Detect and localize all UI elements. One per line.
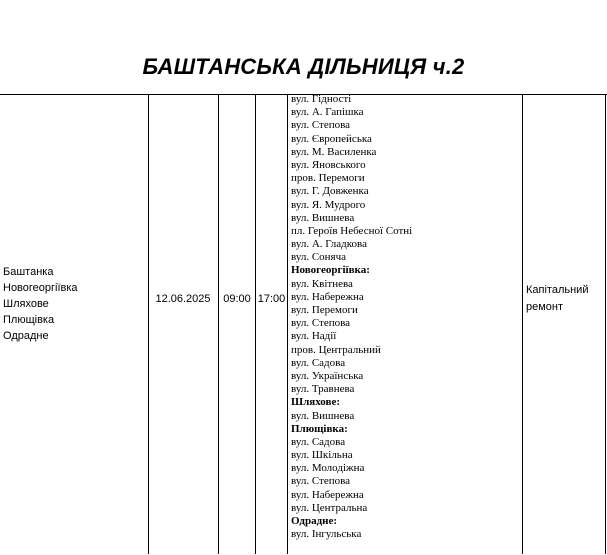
street-name: вул. Вишнева	[291, 211, 355, 224]
street-name: вул. Українська	[291, 369, 364, 382]
street-name: вул. Квітнева	[291, 277, 353, 290]
street-name: вул. А. Гапішка	[291, 106, 364, 119]
street-name: вул. Молодіжна	[291, 462, 365, 475]
street-name: пл. Героїв Небесної Сотні	[291, 224, 413, 237]
street-name: вул. Вишнева	[291, 409, 355, 422]
date-cell: 12.06.2025	[155, 293, 211, 305]
street-name: вул. Г. Довженка	[291, 185, 369, 198]
localities-cell	[3, 264, 143, 344]
street-name: вул. Яновського	[291, 158, 366, 171]
locality-name: Одрадне	[3, 330, 49, 342]
street-name: вул. Я. Мудрого	[291, 198, 366, 211]
street-name: вул. Набережна	[291, 488, 364, 501]
work-type-line: ремонт	[526, 301, 564, 313]
locality-name: Шляхове	[3, 298, 49, 310]
street-name: вул. Центральна	[291, 501, 368, 514]
street-name: вул. Надії	[291, 330, 337, 343]
locality-heading: Плющівка:	[291, 422, 348, 435]
street-name: пров. Центральний	[291, 343, 381, 356]
work-type-cell	[526, 282, 604, 316]
street-name: вул. Травнева	[291, 383, 355, 396]
column-divider	[255, 94, 256, 554]
street-name: вул. Перемоги	[291, 304, 358, 316]
streets-cell	[291, 93, 523, 541]
street-name: пров. Перемоги	[291, 172, 365, 185]
street-name: вул. Степова	[291, 119, 351, 132]
locality-heading: Одрадне:	[291, 515, 338, 527]
street-name: вул. М. Василенка	[291, 145, 377, 158]
column-divider	[287, 94, 288, 554]
work-type-line: Капітальний	[526, 284, 589, 296]
start-time-cell: 09:00	[223, 293, 251, 305]
column-divider	[218, 94, 219, 554]
locality-name: Баштанка	[3, 266, 54, 278]
street-name: вул. Садова	[291, 356, 346, 369]
street-name: вул. Набережна	[291, 290, 364, 303]
street-name: вул. А. Гладкова	[291, 238, 367, 251]
street-name: вул. Степова	[291, 317, 351, 330]
locality-name: Новогеоргіївка	[3, 282, 78, 294]
locality-heading: Новогеоргіївка:	[291, 264, 370, 277]
locality-heading: Шляхове:	[291, 396, 340, 409]
street-name: вул. Соняча	[291, 251, 347, 264]
locality-name: Плющівка	[3, 314, 55, 326]
street-name: вул. Степова	[291, 475, 351, 488]
street-name: вул. Інгульська	[291, 528, 362, 541]
page-title: БАШТАНСЬКА ДІЛЬНИЦЯ ч.2	[142, 54, 465, 79]
street-name: вул. Гідності	[291, 93, 352, 105]
street-name: вул. Садова	[291, 435, 346, 448]
end-time-cell: 17:00	[257, 293, 286, 305]
column-divider	[605, 94, 606, 554]
street-name: вул. Шкільна	[291, 449, 353, 462]
column-divider	[148, 94, 149, 554]
street-name: вул. Європейська	[291, 132, 372, 145]
